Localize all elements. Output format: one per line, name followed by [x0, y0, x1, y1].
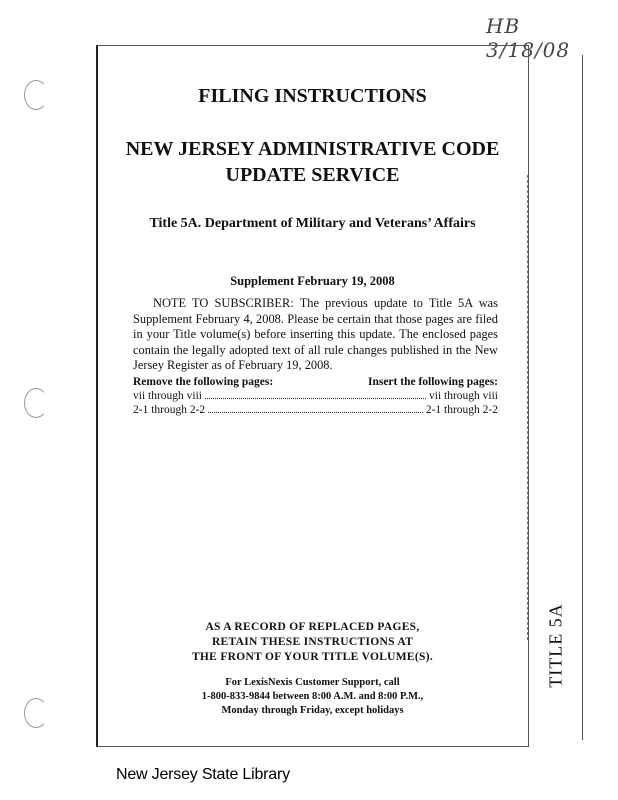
table-header	[133, 375, 498, 389]
title-tab-label: TITLE 5A	[545, 602, 566, 688]
record-line1: AS A RECORD OF REPLACED PAGES,	[205, 621, 420, 633]
dot-leader	[205, 389, 426, 399]
support-line2: 1-800-833-9844 between 8:00 A.M. and 8:00 P.M.,	[201, 691, 424, 702]
dot-leader	[208, 403, 423, 413]
service-heading-line2: UPDATE SERVICE	[225, 164, 400, 186]
punch-hole-top	[24, 80, 48, 110]
insert-heading: Insert the following pages:	[367, 376, 498, 388]
supplement-date: Supplement February 19, 2008	[230, 274, 395, 288]
document-title: FILING INSTRUCTIONS	[198, 85, 427, 107]
punch-hole-bottom	[24, 698, 48, 728]
service-heading	[100, 136, 525, 188]
table-row	[133, 389, 498, 403]
record-line2: RETAIN THESE INSTRUCTIONS AT	[211, 636, 414, 648]
insert-pages: 2-1 through 2-2	[425, 404, 498, 416]
table-row	[133, 403, 498, 417]
service-heading-line1: NEW JERSEY ADMINISTRATIVE CODE	[125, 138, 500, 160]
record-instructions	[100, 620, 525, 665]
support-line3: Monday through Friday, except holidays	[221, 705, 404, 716]
library-footer: New Jersey State Library	[116, 766, 290, 783]
remove-pages: vii through viii	[133, 390, 202, 402]
handwritten-annotation: HB 3/18/08	[486, 14, 571, 62]
remove-pages: 2-1 through 2-2	[133, 404, 206, 416]
title-tab	[541, 598, 571, 692]
subscriber-note: NOTE TO SUBSCRIBER: The previous update to Title 5A was Supplement February 4, 2008. Please be certain that those pages are filed in your Title volume(s) before inserting this update. The enclosed pages contain the legally adopted text of all rule changes published in the New Jersey Register as of February 19, 2008.	[133, 296, 498, 372]
remove-heading: Remove the following pages:	[133, 376, 274, 388]
customer-support	[100, 676, 525, 718]
punch-hole-middle	[24, 388, 48, 418]
record-line3: THE FRONT OF YOUR TITLE VOLUME(S).	[191, 651, 434, 663]
insert-pages: vii through viii	[429, 390, 498, 402]
title-subtitle: Title 5A. Department of Military and Veterans’ Affairs	[149, 216, 476, 231]
support-line1: For LexisNexis Customer Support, call	[225, 677, 400, 688]
page-replacement-table	[133, 375, 498, 417]
